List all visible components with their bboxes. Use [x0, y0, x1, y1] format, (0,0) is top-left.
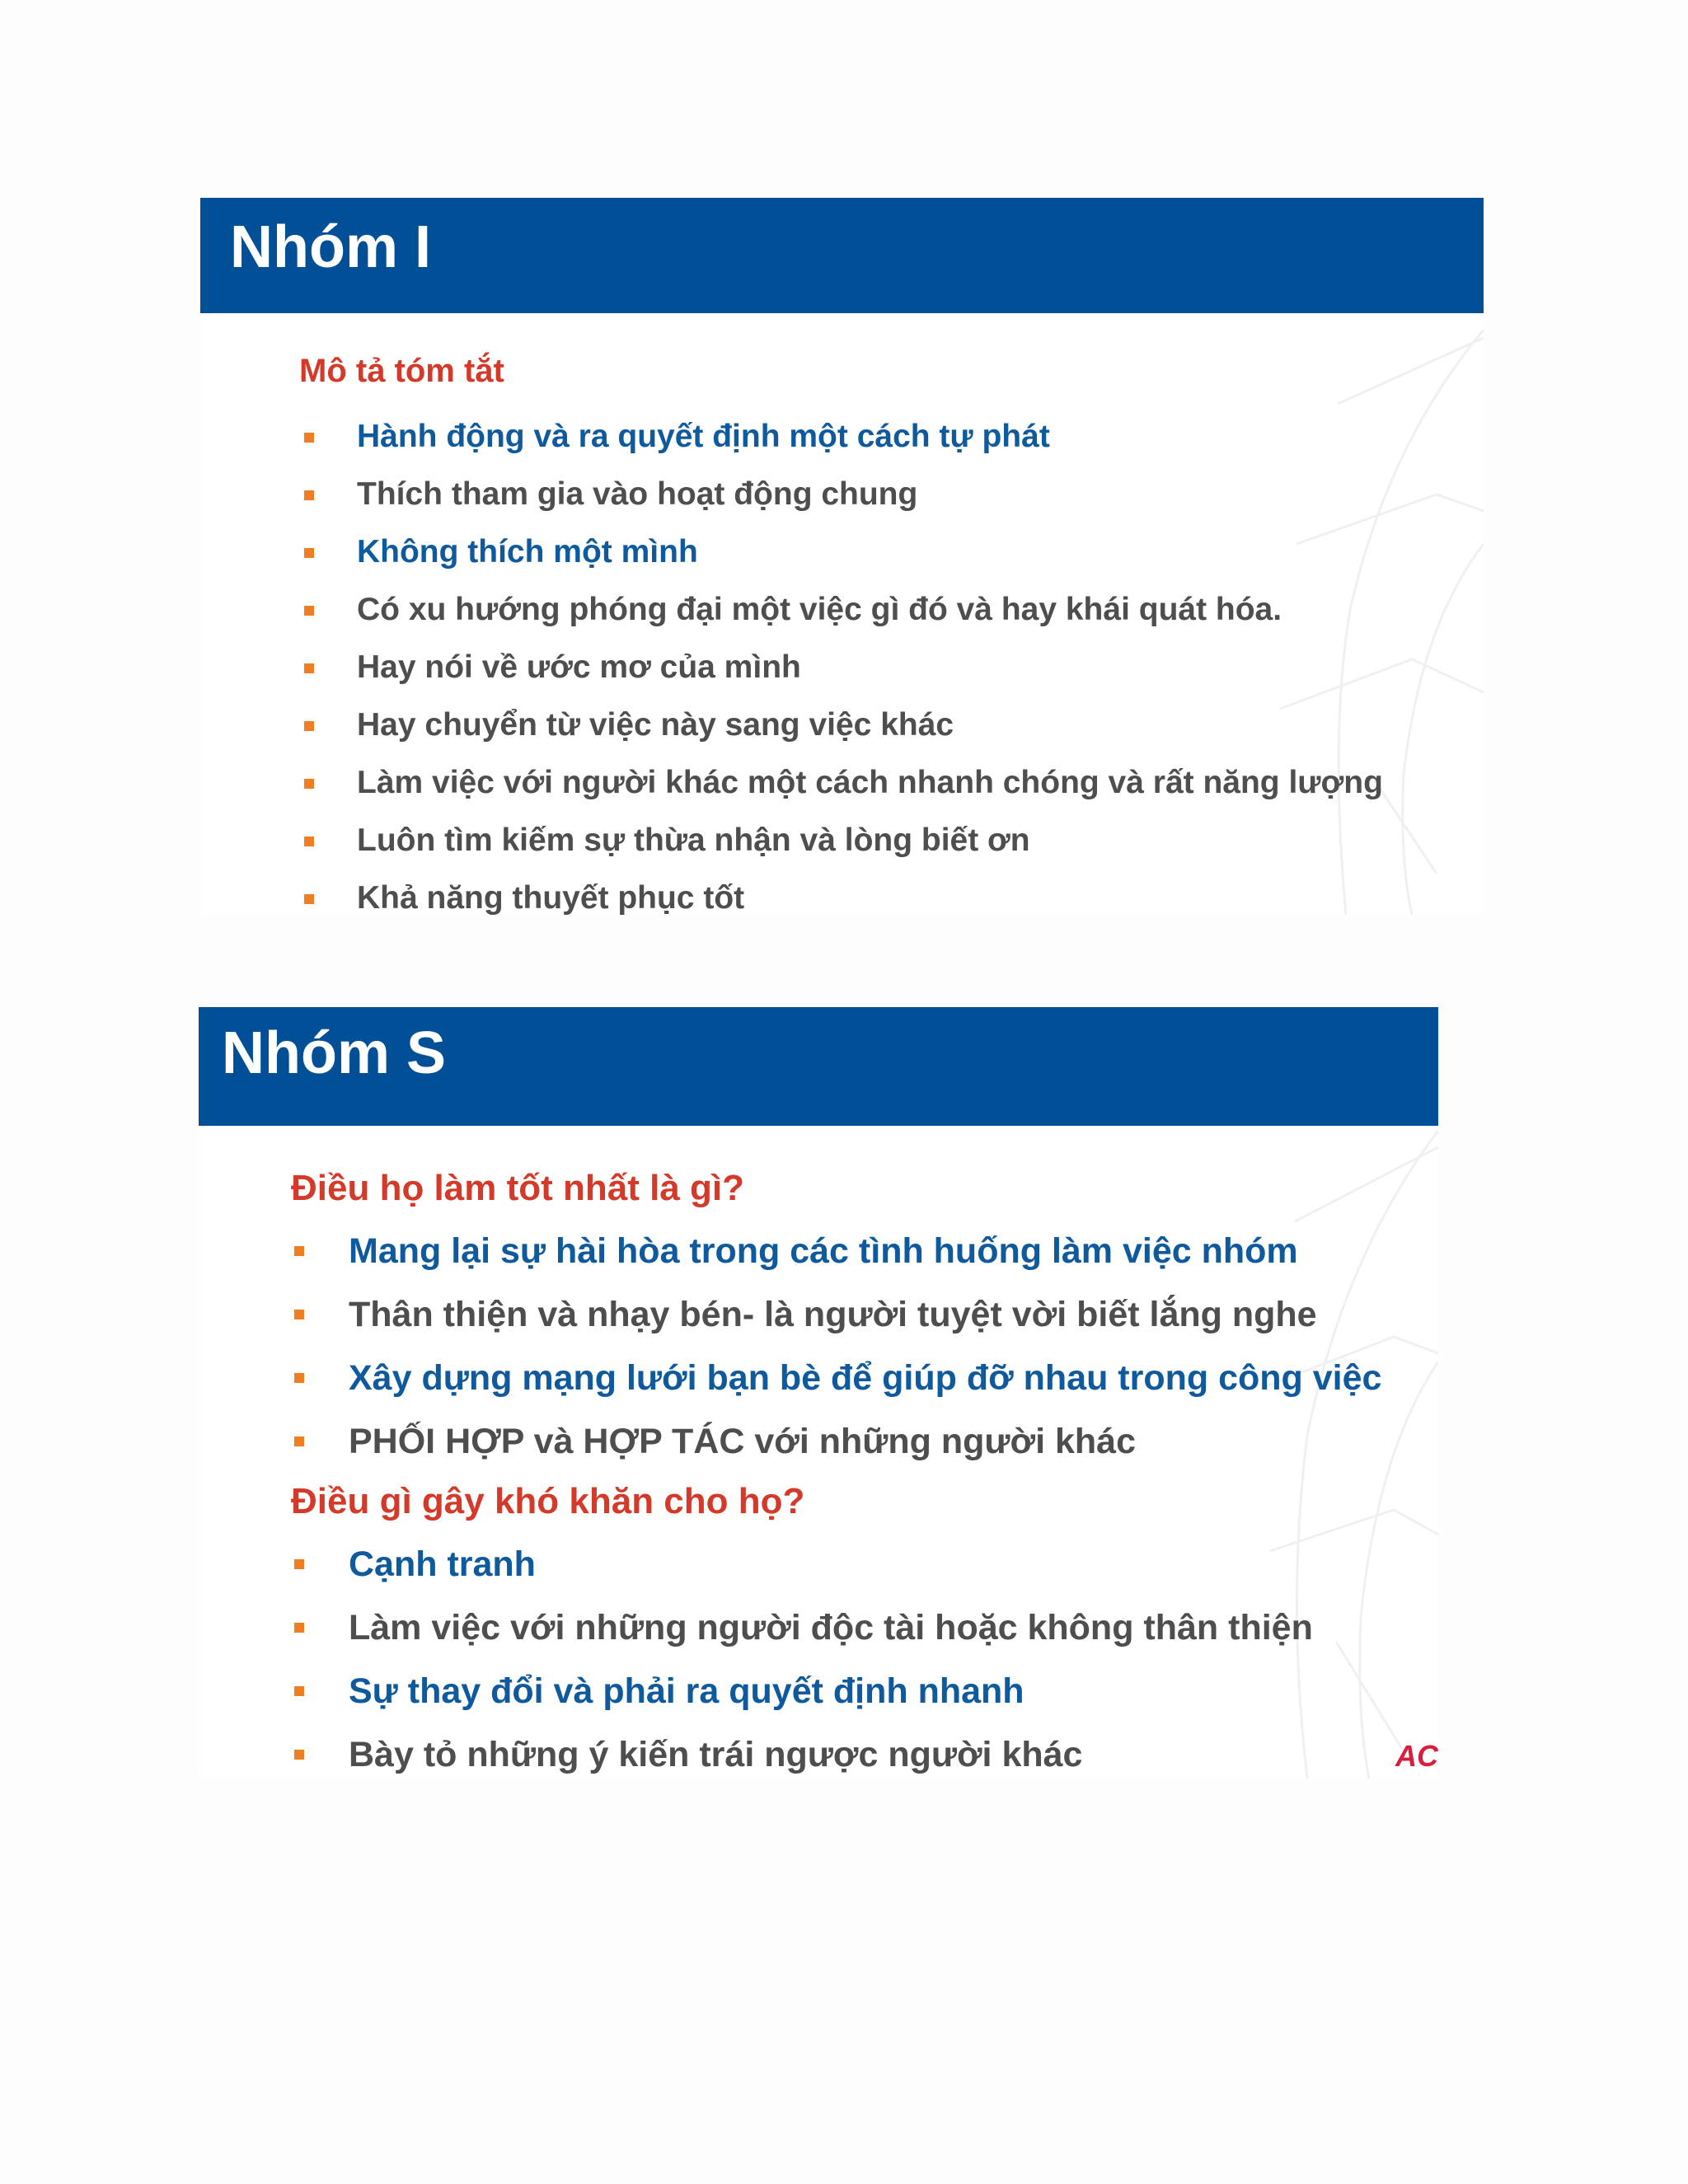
- list-item: [291, 1533, 1381, 1596]
- list-item-text: Hành động và ra quyết định một cách tự phát: [357, 419, 1050, 454]
- list-item: [291, 1723, 1381, 1779]
- bullet-square-icon: [304, 663, 314, 673]
- section-heading-strengths: Điều họ làm tốt nhất là gì?: [291, 1168, 744, 1208]
- bullet-list-strengths: [291, 1220, 1381, 1474]
- bullet-square-icon: [304, 779, 314, 789]
- list-item: [299, 581, 1383, 639]
- list-item-text: Làm việc với những người độc tài hoặc không thân thiện: [349, 1608, 1313, 1647]
- list-item-text: Luôn tìm kiếm sự thừa nhận và lòng biết ơn: [357, 823, 1030, 858]
- list-item: [299, 466, 1383, 523]
- slide-nhom-s: [199, 1007, 1438, 1779]
- list-item-text: Thích tham gia vào hoạt động chung: [357, 476, 918, 512]
- title-bar: [200, 198, 1484, 313]
- list-item: [299, 523, 1383, 581]
- slide-nhom-i: [200, 198, 1484, 915]
- list-item-text: Không thích một mình: [357, 534, 698, 569]
- bullet-square-icon: [304, 490, 314, 500]
- bullet-square-icon: [304, 548, 314, 558]
- list-item: [299, 696, 1383, 754]
- logo: AC: [1395, 1739, 1438, 1773]
- slide-content: [291, 1165, 1381, 1779]
- list-item: [291, 1283, 1381, 1347]
- bullet-square-icon: [294, 1559, 304, 1569]
- list-item-text: Có xu hướng phóng đại một việc gì đó và hay khái quát hóa.: [357, 592, 1282, 627]
- list-item-text: Làm việc với người khác một cách nhanh chóng và rất năng lượng: [357, 765, 1383, 800]
- list-item: [299, 754, 1383, 812]
- list-item: [299, 869, 1383, 915]
- slide-title: Nhóm I: [230, 214, 431, 280]
- list-item: [291, 1347, 1381, 1410]
- bullet-square-icon: [294, 1373, 304, 1383]
- slide-title: Nhóm S: [222, 1020, 447, 1086]
- bullet-square-icon: [304, 606, 314, 616]
- bullet-square-icon: [294, 1686, 304, 1696]
- bullet-list-difficulties: [291, 1533, 1381, 1779]
- section-heading-difficulties: Điều gì gây khó khăn cho họ?: [291, 1481, 805, 1521]
- list-item-text: Hay chuyển từ việc này sang việc khác: [357, 707, 954, 743]
- section-heading: Mô tả tóm tắt: [299, 353, 504, 389]
- list-item-text: Hay nói về ước mơ của mình: [357, 649, 801, 685]
- bullet-square-icon: [294, 1310, 304, 1319]
- list-item-text: Xây dựng mạng lưới bạn bè để giúp đỡ nhau trong công việc: [349, 1358, 1382, 1398]
- bullet-square-icon: [294, 1246, 304, 1256]
- bullet-square-icon: [304, 837, 314, 846]
- slide-content: [299, 350, 1383, 915]
- bullet-square-icon: [304, 433, 314, 443]
- bullet-square-icon: [304, 894, 314, 904]
- list-item: [291, 1660, 1381, 1723]
- list-item: [299, 408, 1383, 466]
- bullet-list: [299, 408, 1383, 915]
- title-bar: [199, 1007, 1438, 1126]
- bullet-square-icon: [294, 1623, 304, 1633]
- list-item: [291, 1220, 1381, 1283]
- bullet-square-icon: [294, 1750, 304, 1760]
- list-item: [299, 812, 1383, 869]
- list-item: [291, 1410, 1381, 1474]
- list-item: [291, 1596, 1381, 1660]
- bullet-square-icon: [294, 1436, 304, 1446]
- list-item-text: Thân thiện và nhạy bén- là người tuyệt vời biết lắng nghe: [349, 1295, 1317, 1334]
- list-item-text: Sự thay đổi và phải ra quyết định nhanh: [349, 1671, 1025, 1711]
- list-item-text: PHỐI HỢP và HỢP TÁC với những người khác: [349, 1422, 1137, 1461]
- list-item-text: Mang lại sự hài hòa trong các tình huống làm việc nhóm: [349, 1231, 1298, 1271]
- list-item-text: Khả năng thuyết phục tốt: [357, 880, 745, 915]
- list-item: [299, 639, 1383, 696]
- list-item-text: Bày tỏ những ý kiến trái ngược người khác: [349, 1735, 1083, 1774]
- list-item-text: Cạnh tranh: [349, 1544, 536, 1584]
- bullet-square-icon: [304, 721, 314, 731]
